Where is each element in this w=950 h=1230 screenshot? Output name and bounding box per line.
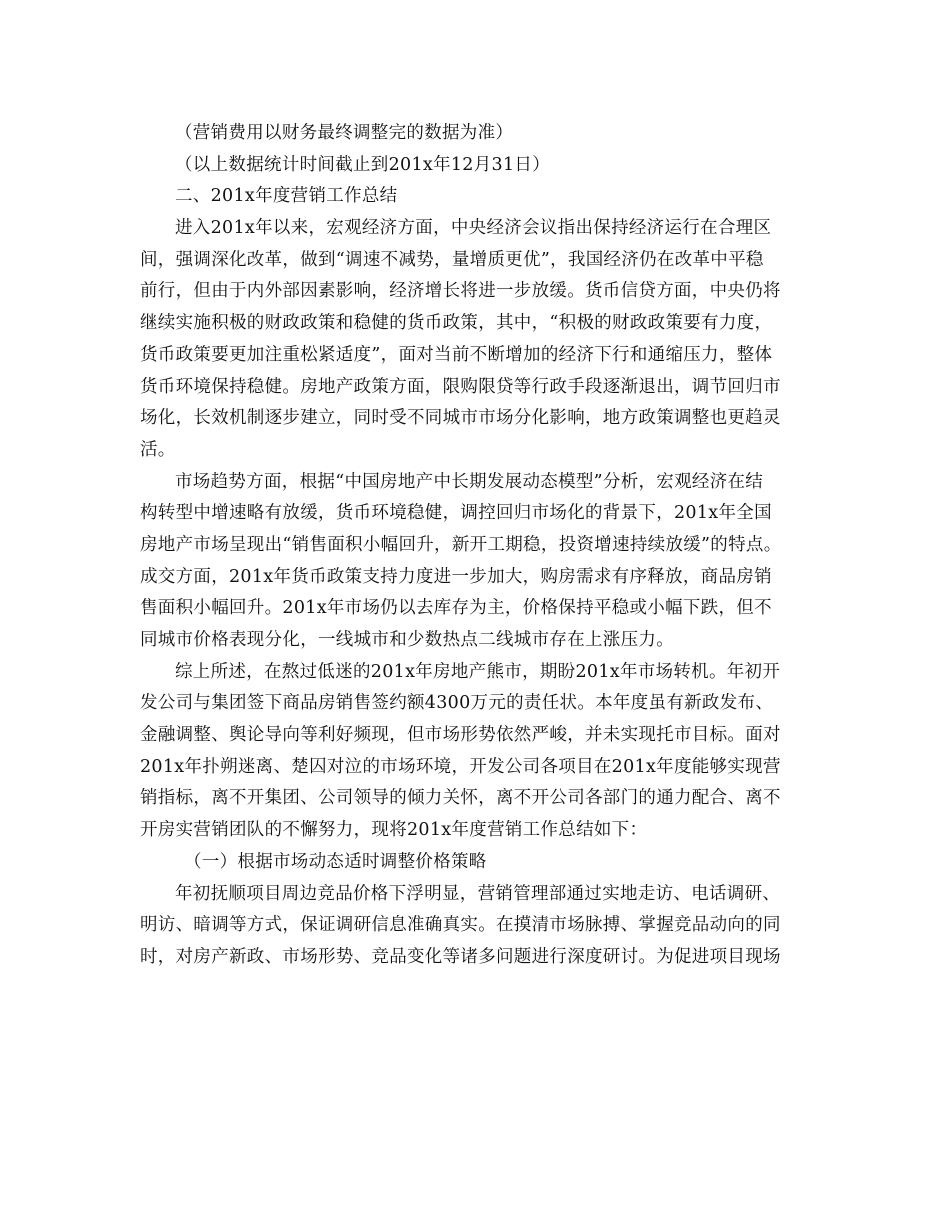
text-line: （营销费用以财务最终调整完的数据为准） [175,123,514,143]
text-line: 明访、暗调等方式，保证调研信息准确真实。在摸清市场脉搏、掌握竞品动向的同 [140,915,781,936]
text-line: 货币政策要更加注重松紧适度”，面对当前不断增加的经济下行和通缩压力，整体 [140,344,773,365]
text-line: 年初抚顺项目周边竞品价格下浮明显，营销管理部通过实地走访、电话调研、 [175,883,781,904]
subsection-heading: （一）根据市场动态适时调整价格策略 [184,851,487,872]
text-line: 201x年扑朔迷离、楚囚对泣的市场环境，开发公司各项目在201x年度能够实现营 [140,756,781,777]
text-line: 销指标，离不开集团、公司领导的倾力关怀，离不开公司各部门的通力配合、离不 [140,788,781,809]
text-line: 继续实施积极的财政政策和稳健的货币政策，其中，“积极的财政政策要有力度， [140,313,773,334]
text-line: 售面积小幅回升。201x年市场仍以去库存为主，价格保持平稳或小幅下跌，但不 [140,598,772,619]
text-line: 活。 [140,439,176,460]
text-line: 前行，但由于内外部因素影响，经济增长将进一步放缓。货币信贷方面，中央仍将 [140,281,781,302]
text-line: 市场趋势方面，根据“中国房地产中长期发展动态模型”分析，宏观经济在结 [175,471,764,492]
text-line: 金融调整、舆论导向等利好频现，但市场形势依然严峻，并未实现托市目标。面对 [140,725,781,746]
text-line: 同城市价格表现分化，一线城市和少数热点二线城市存在上涨压力。 [140,630,674,650]
text-line: （以上数据统计时间截止到201x年12月31日） [175,154,551,175]
section-heading: 二、201x年度营销工作总结 [175,186,398,207]
text-line: 间，强调深化改革，做到“调速不减势，量增质更优”，我国经济仍在改革中平稳 [140,249,764,270]
text-line: 成交方面，201x年货币政策支持力度进一步加大，购房需求有序释放，商品房销 [140,566,772,587]
text-line: 发公司与集团签下商品房销售签约额4300万元的责任状。本年度虽有新政发布、 [140,693,774,714]
text-line: 场化，长效机制逐步建立，同时受不同城市市场分化影响，地方政策调整也更趋灵 [140,408,781,429]
text-line: 货币环境保持稳健。房地产政策方面，限购限贷等行政手段逐渐退出，调节回归市 [140,376,781,397]
text-line: 综上所述，在熬过低迷的201x年房地产熊市，期盼201x年市场转机。年初开 [175,661,781,682]
text-line: 进入201x年以来，宏观经济方面，中央经济会议指出保持经济运行在合理区 [175,218,772,239]
text-line: 开房实营销团队的不懈努力，现将201x年度营销工作总结如下： [140,820,648,841]
text-line: 时，对房产新政、市场形势、竞品变化等诸多问题进行深度研讨。为促进项目现场 [140,946,781,967]
text-line: 房地产市场呈现出“销售面积小幅回升，新开工期稳，投资增速持续放缓”的特点。 [140,534,782,555]
document-body [140,118,812,974]
text-line: 构转型中增速略有放缓，货币环境稳健，调控回归市场化的背景下，201x年全国 [140,503,772,524]
